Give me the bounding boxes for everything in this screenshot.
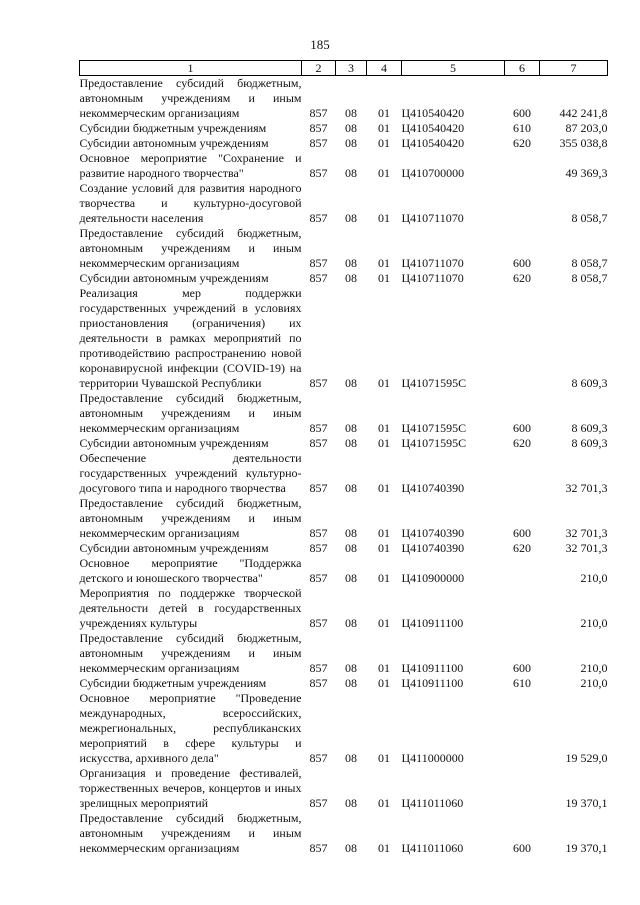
expense-type: 600 (513, 841, 531, 855)
subsection-code: 01 (378, 106, 390, 120)
table-row (80, 286, 608, 391)
amount: 8 058,7 (571, 211, 608, 225)
expense-type: 600 (513, 661, 531, 675)
table-row (80, 496, 608, 541)
item-name: Основное мероприятие "Сохранение и развитие народного творчества" (79, 151, 302, 180)
item-name: Предоставление субсидий бюджетным, автономным учреждениям и иным некоммерческим организациям (79, 631, 302, 675)
item-name: Субсидии автономным учреждениям (79, 271, 269, 285)
chapter-code: 857 (309, 676, 328, 690)
expense-type (505, 451, 540, 496)
chapter-code: 857 (309, 271, 328, 285)
item-name: Создание условий для развития народного творчества и культурно-досуговой деятельности населения (79, 181, 302, 225)
item-name: Предоставление субсидий бюджетным, автономным учреждениям и иным некоммерческим организациям (79, 226, 302, 270)
expense-type: 620 (513, 271, 531, 285)
target-article: Ц410740390 (401, 541, 465, 555)
expense-type (505, 691, 540, 766)
target-article: Ц41071595С (401, 436, 467, 450)
expense-type (505, 586, 540, 631)
item-name: Мероприятия по поддержке творческой деятельности детей в государственных учреждениях культуры (79, 586, 302, 630)
target-article: Ц410911100 (401, 676, 464, 690)
column-header: 6 (505, 61, 540, 76)
table-row (80, 436, 608, 451)
chapter-code: 857 (309, 571, 328, 585)
column-header: 1 (80, 61, 302, 76)
subsection-code: 01 (378, 616, 390, 630)
amount: 442 241,8 (559, 106, 608, 120)
table-row (80, 136, 608, 151)
column-header: 7 (540, 61, 608, 76)
table-row (80, 181, 608, 226)
amount: 210,0 (580, 616, 608, 630)
section-code: 08 (345, 211, 357, 225)
expense-type: 600 (513, 256, 531, 270)
subsection-code: 01 (378, 211, 390, 225)
target-article: Ц410711070 (401, 256, 464, 270)
budget-table (79, 60, 608, 856)
chapter-code: 857 (309, 841, 328, 855)
column-header: 2 (302, 61, 336, 76)
chapter-code: 857 (309, 481, 328, 495)
item-name: Основное мероприятие "Поддержка детского и юношеского творчества" (79, 556, 302, 585)
target-article: Ц410540420 (401, 136, 465, 150)
amount: 32 701,3 (565, 481, 608, 495)
section-code: 08 (345, 436, 357, 450)
target-article: Ц410711070 (401, 211, 464, 225)
subsection-code: 01 (378, 571, 390, 585)
item-name: Субсидии автономным учреждениям (79, 541, 269, 555)
expense-type: 620 (513, 136, 531, 150)
section-code: 08 (345, 481, 357, 495)
amount: 210,0 (580, 571, 608, 585)
subsection-code: 01 (378, 421, 390, 435)
item-name: Субсидии бюджетным учреждениям (79, 121, 267, 135)
target-article: Ц410740390 (401, 481, 465, 495)
target-article: Ц41071595С (401, 376, 467, 390)
amount: 355 038,8 (559, 136, 608, 150)
amount: 8 058,7 (571, 256, 608, 270)
section-code: 08 (345, 616, 357, 630)
expense-type (505, 181, 540, 226)
chapter-code: 857 (309, 136, 328, 150)
amount: 49 369,3 (565, 166, 608, 180)
chapter-code: 857 (309, 751, 328, 765)
table-row (80, 541, 608, 556)
target-article: Ц410900000 (401, 571, 465, 585)
table-row (80, 811, 608, 856)
amount: 8 609,3 (571, 421, 608, 435)
amount: 210,0 (580, 661, 608, 675)
section-code: 08 (345, 751, 357, 765)
subsection-code: 01 (378, 796, 390, 810)
amount: 32 701,3 (565, 526, 608, 540)
chapter-code: 857 (309, 106, 328, 120)
section-code: 08 (345, 136, 357, 150)
amount: 8 609,3 (571, 376, 608, 390)
amount: 19 529,0 (565, 751, 608, 765)
subsection-code: 01 (378, 166, 390, 180)
item-name: Основное мероприятие "Проведение международных, всероссийских, межрегиональных, республиканских мероприятий в сфере культуры и искусства, архивного дела" (79, 691, 302, 765)
chapter-code: 857 (309, 166, 328, 180)
section-code: 08 (345, 526, 357, 540)
table-row (80, 271, 608, 286)
expense-type (505, 151, 540, 181)
item-name: Субсидии автономным учреждениям (79, 136, 269, 150)
subsection-code: 01 (378, 526, 390, 540)
amount: 8 609,3 (571, 436, 608, 450)
table-row (80, 691, 608, 766)
amount: 210,0 (580, 676, 608, 690)
amount: 87 203,0 (565, 121, 608, 135)
expense-type: 610 (513, 676, 531, 690)
expense-type: 600 (513, 526, 531, 540)
expense-type: 620 (513, 541, 531, 555)
item-name: Предоставление субсидий бюджетным, автономным учреждениям и иным некоммерческим организациям (79, 76, 302, 120)
table-row (80, 676, 608, 691)
subsection-code: 01 (378, 481, 390, 495)
expense-type: 620 (513, 436, 531, 450)
chapter-code: 857 (309, 796, 328, 810)
item-name: Субсидии автономным учреждениям (79, 436, 269, 450)
subsection-code: 01 (378, 541, 390, 555)
table-row (80, 586, 608, 631)
item-name: Предоставление субсидий бюджетным, автономным учреждениям и иным некоммерческим организациям (79, 811, 302, 855)
table-row (80, 151, 608, 181)
item-name: Обеспечение деятельности государственных учреждений культурно-досугового типа и народного творчества (79, 451, 302, 495)
chapter-code: 857 (309, 376, 328, 390)
item-name: Предоставление субсидий бюджетным, автономным учреждениям и иным некоммерческим организациям (79, 391, 302, 435)
target-article: Ц410911100 (401, 661, 464, 675)
expense-type (505, 556, 540, 586)
column-header: 5 (402, 61, 505, 76)
section-code: 08 (345, 796, 357, 810)
expense-type: 600 (513, 421, 531, 435)
item-name: Предоставление субсидий бюджетным, автономным учреждениям и иным некоммерческим организациям (79, 496, 302, 540)
subsection-code: 01 (378, 256, 390, 270)
column-header: 4 (367, 61, 402, 76)
subsection-code: 01 (378, 676, 390, 690)
target-article: Ц411000000 (401, 751, 464, 765)
item-name: Реализация мер поддержки государственных учреждений в условиях приостановления (ограничения) их деятельности в рамках мероприятий по противодействию распространению новой коронавирусной инфекции (COVID-19) на территории Чувашской Республики (79, 286, 302, 390)
column-header-row (80, 61, 608, 76)
expense-type: 610 (513, 121, 531, 135)
subsection-code: 01 (378, 751, 390, 765)
section-code: 08 (345, 106, 357, 120)
column-header: 3 (336, 61, 367, 76)
item-name: Организация и проведение фестивалей, торжественных вечеров, концертов и иных зрелищных мероприятий (79, 766, 302, 810)
subsection-code: 01 (378, 436, 390, 450)
table-row (80, 556, 608, 586)
chapter-code: 857 (309, 121, 328, 135)
chapter-code: 857 (309, 616, 328, 630)
amount: 8 058,7 (571, 271, 608, 285)
expense-type (505, 286, 540, 391)
expense-type (505, 766, 540, 811)
subsection-code: 01 (378, 661, 390, 675)
target-article: Ц410540420 (401, 121, 465, 135)
section-code: 08 (345, 661, 357, 675)
section-code: 08 (345, 421, 357, 435)
section-code: 08 (345, 271, 357, 285)
section-code: 08 (345, 256, 357, 270)
table-row (80, 226, 608, 271)
amount: 32 701,3 (565, 541, 608, 555)
target-article: Ц410740390 (401, 526, 465, 540)
chapter-code: 857 (309, 211, 328, 225)
section-code: 08 (345, 541, 357, 555)
subsection-code: 01 (378, 376, 390, 390)
chapter-code: 857 (309, 541, 328, 555)
expense-type: 600 (513, 106, 531, 120)
section-code: 08 (345, 571, 357, 585)
section-code: 08 (345, 841, 357, 855)
amount: 19 370,1 (565, 796, 608, 810)
chapter-code: 857 (309, 421, 328, 435)
table-row (80, 766, 608, 811)
section-code: 08 (345, 166, 357, 180)
subsection-code: 01 (378, 271, 390, 285)
page-number: 185 (310, 37, 330, 52)
target-article: Ц410911100 (401, 616, 464, 630)
target-article: Ц411011060 (401, 841, 464, 855)
target-article: Ц411011060 (401, 796, 464, 810)
amount: 19 370,1 (565, 841, 608, 855)
chapter-code: 857 (309, 661, 328, 675)
chapter-code: 857 (309, 526, 328, 540)
chapter-code: 857 (309, 436, 328, 450)
item-name: Субсидии бюджетным учреждениям (79, 676, 267, 690)
table-row (80, 76, 608, 122)
target-article: Ц410540420 (401, 106, 465, 120)
table-row (80, 631, 608, 676)
target-article: Ц410711070 (401, 271, 464, 285)
section-code: 08 (345, 676, 357, 690)
target-article: Ц410700000 (401, 166, 465, 180)
table-row (80, 451, 608, 496)
section-code: 08 (345, 376, 357, 390)
subsection-code: 01 (378, 136, 390, 150)
chapter-code: 857 (309, 256, 328, 270)
section-code: 08 (345, 121, 357, 135)
table-row (80, 121, 608, 136)
subsection-code: 01 (378, 121, 390, 135)
table-row (80, 391, 608, 436)
subsection-code: 01 (378, 841, 390, 855)
target-article: Ц41071595С (401, 421, 467, 435)
